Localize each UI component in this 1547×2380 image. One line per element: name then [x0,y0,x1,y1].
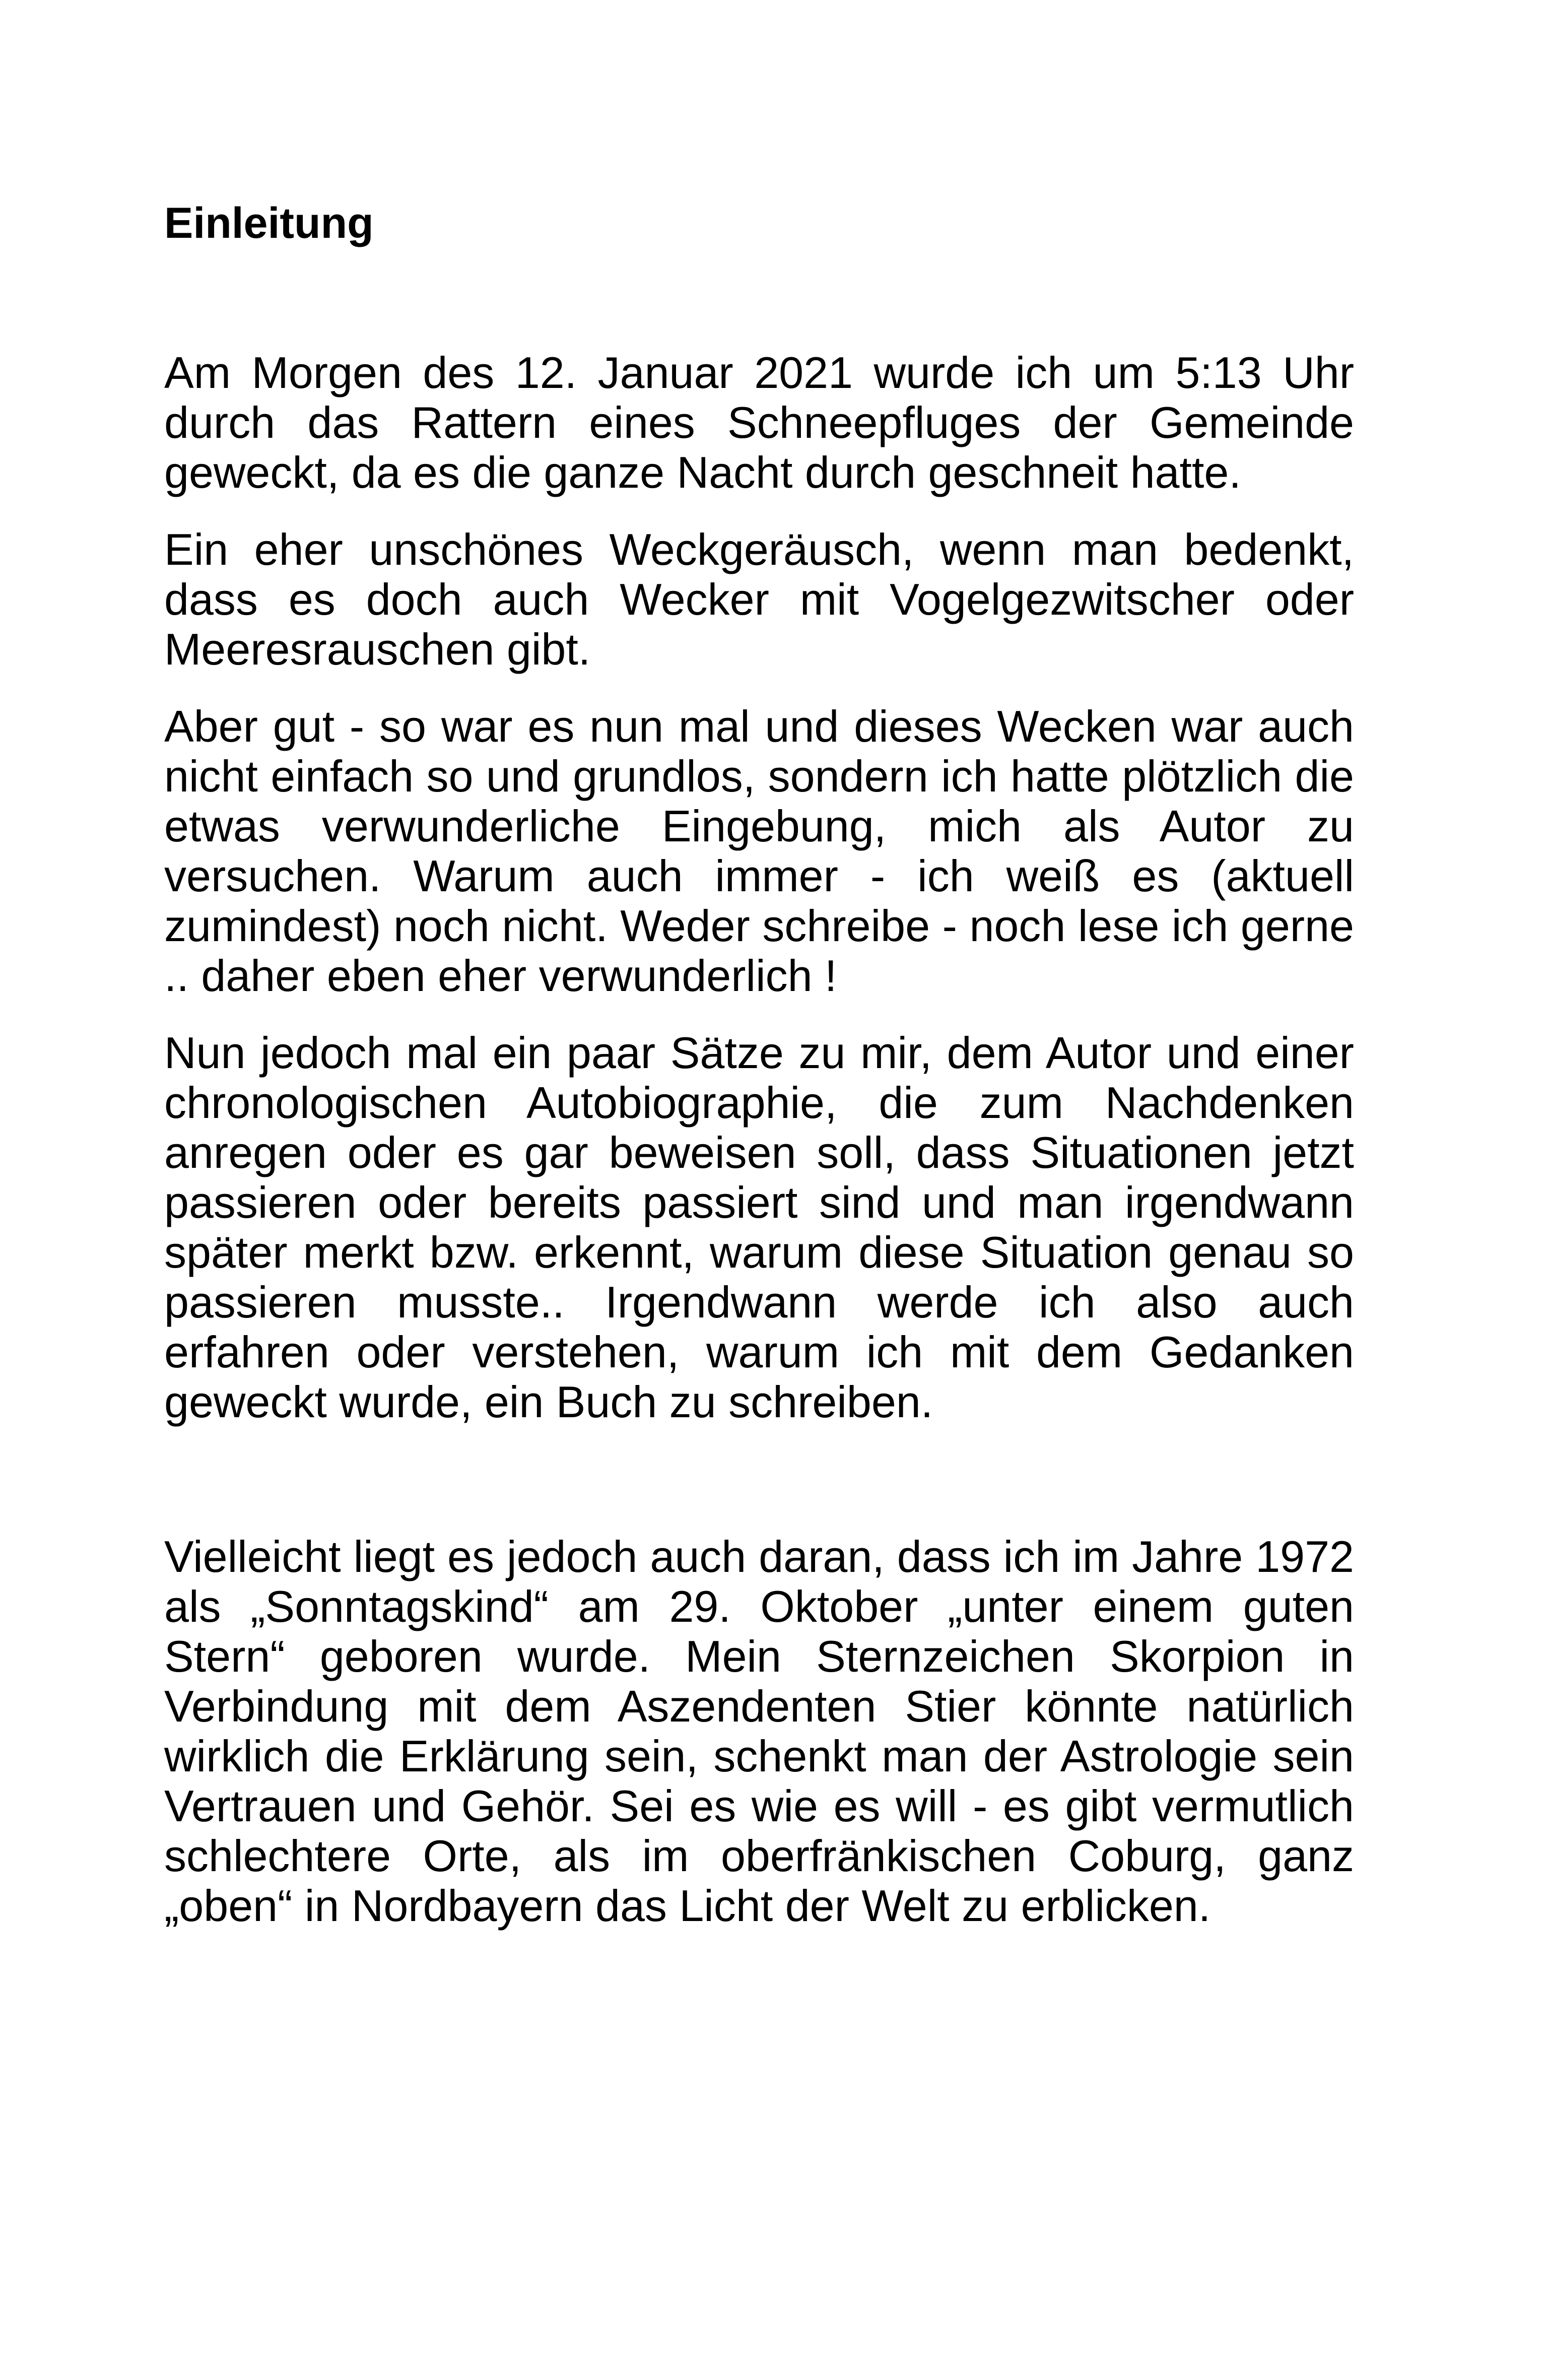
paragraph-5: Vielleicht liegt es jedoch auch daran, dass ich im Jahre 1972 als „Sonntagskind“ am 29. Oktober „unter einem guten Stern“ geboren wurde. Mein Sternzeichen Skorpion in Verbindung mit dem Aszendenten Stier könnte natürlich wirklich die Erklärung sein, schenkt man der Astrologie sein Vertrauen und Gehör. Sei es wie es will - es gibt vermutlich schlechtere Orte, als im oberfränkischen Coburg, ganz „oben“ in Nordbayern das Licht der Welt zu erblicken. [164,1532,1354,1931]
page-title: Einleitung [164,199,374,247]
paragraph-1: Am Morgen des 12. Januar 2021 wurde ich um 5:13 Uhr durch das Rattern eines Schneepfluges der Gemeinde geweckt, da es die ganze Nacht durch geschneit hatte. [164,348,1354,497]
body-text-section-2 [164,1532,1354,1931]
body-text-section-1 [164,348,1354,1427]
paragraph-3: Aber gut - so war es nun mal und dieses Wecken war auch nicht einfach so und grundlos, sondern ich hatte plötzlich die etwas verwunderliche Eingebung, mich als Autor zu versuchen. Warum auch immer - ich weiß es (aktuell zumindest) noch nicht. Weder schreibe - noch lese ich gerne .. daher eben eher verwunderlich ! [164,701,1354,1001]
paragraph-4: Nun jedoch mal ein paar Sätze zu mir, dem Autor und einer chronologischen Autobiographie, die zum Nachdenken anregen oder es gar beweisen soll, dass Situationen jetzt passieren oder bereits passiert sind und man irgendwann später merkt bzw. erkennt, warum diese Situation genau so passieren musste.. Irgendwann werde ich also auch erfahren oder verstehen, warum ich mit dem Gedanken geweckt wurde, ein Buch zu schreiben. [164,1028,1354,1427]
paragraph-2: Ein eher unschönes Weckgeräusch, wenn man bedenkt, dass es doch auch Wecker mit Vogelgezwitscher oder Meeresrauschen gibt. [164,524,1354,674]
